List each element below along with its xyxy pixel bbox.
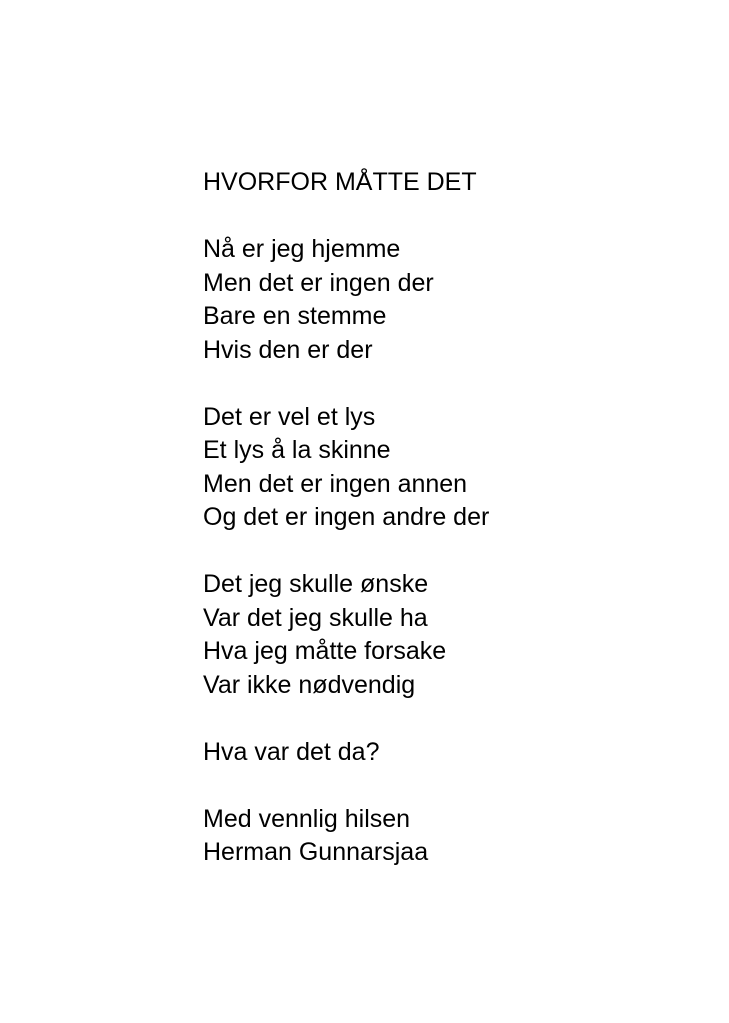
poem-line: Men det er ingen der xyxy=(203,268,434,297)
poem-line: Det jeg skulle ønske xyxy=(203,570,429,598)
stanza-1 xyxy=(203,233,683,367)
poem-line: Hva jeg måtte forsake xyxy=(203,637,447,665)
poem-line: Men det er ingen annen xyxy=(203,469,468,498)
poem-line: Var ikke nødvendig xyxy=(203,670,416,699)
signature-name: Herman Gunnarsjaa xyxy=(203,838,429,866)
poem-title: HVORFOR MÅTTE DET xyxy=(203,168,477,196)
stanza-3 xyxy=(203,568,683,702)
poem-line: Hvis den er der xyxy=(203,335,373,364)
closing-block xyxy=(203,803,683,870)
poem-line: Det er vel et lys xyxy=(203,402,376,431)
poem-line: Og det er ingen andre der xyxy=(203,503,490,531)
stanza-4 xyxy=(203,736,683,770)
closing-greeting: Med vennlig hilsen xyxy=(203,804,411,833)
stanza-2 xyxy=(203,401,683,535)
poem-line: Var det jeg skulle ha xyxy=(203,603,428,632)
poem-line: Nå er jeg hjemme xyxy=(203,235,401,263)
poem-line: Et lys å la skinne xyxy=(203,436,391,464)
poem-page xyxy=(203,166,683,870)
poem-line: Hva var det da? xyxy=(203,737,380,766)
poem-line: Bare en stemme xyxy=(203,302,387,330)
